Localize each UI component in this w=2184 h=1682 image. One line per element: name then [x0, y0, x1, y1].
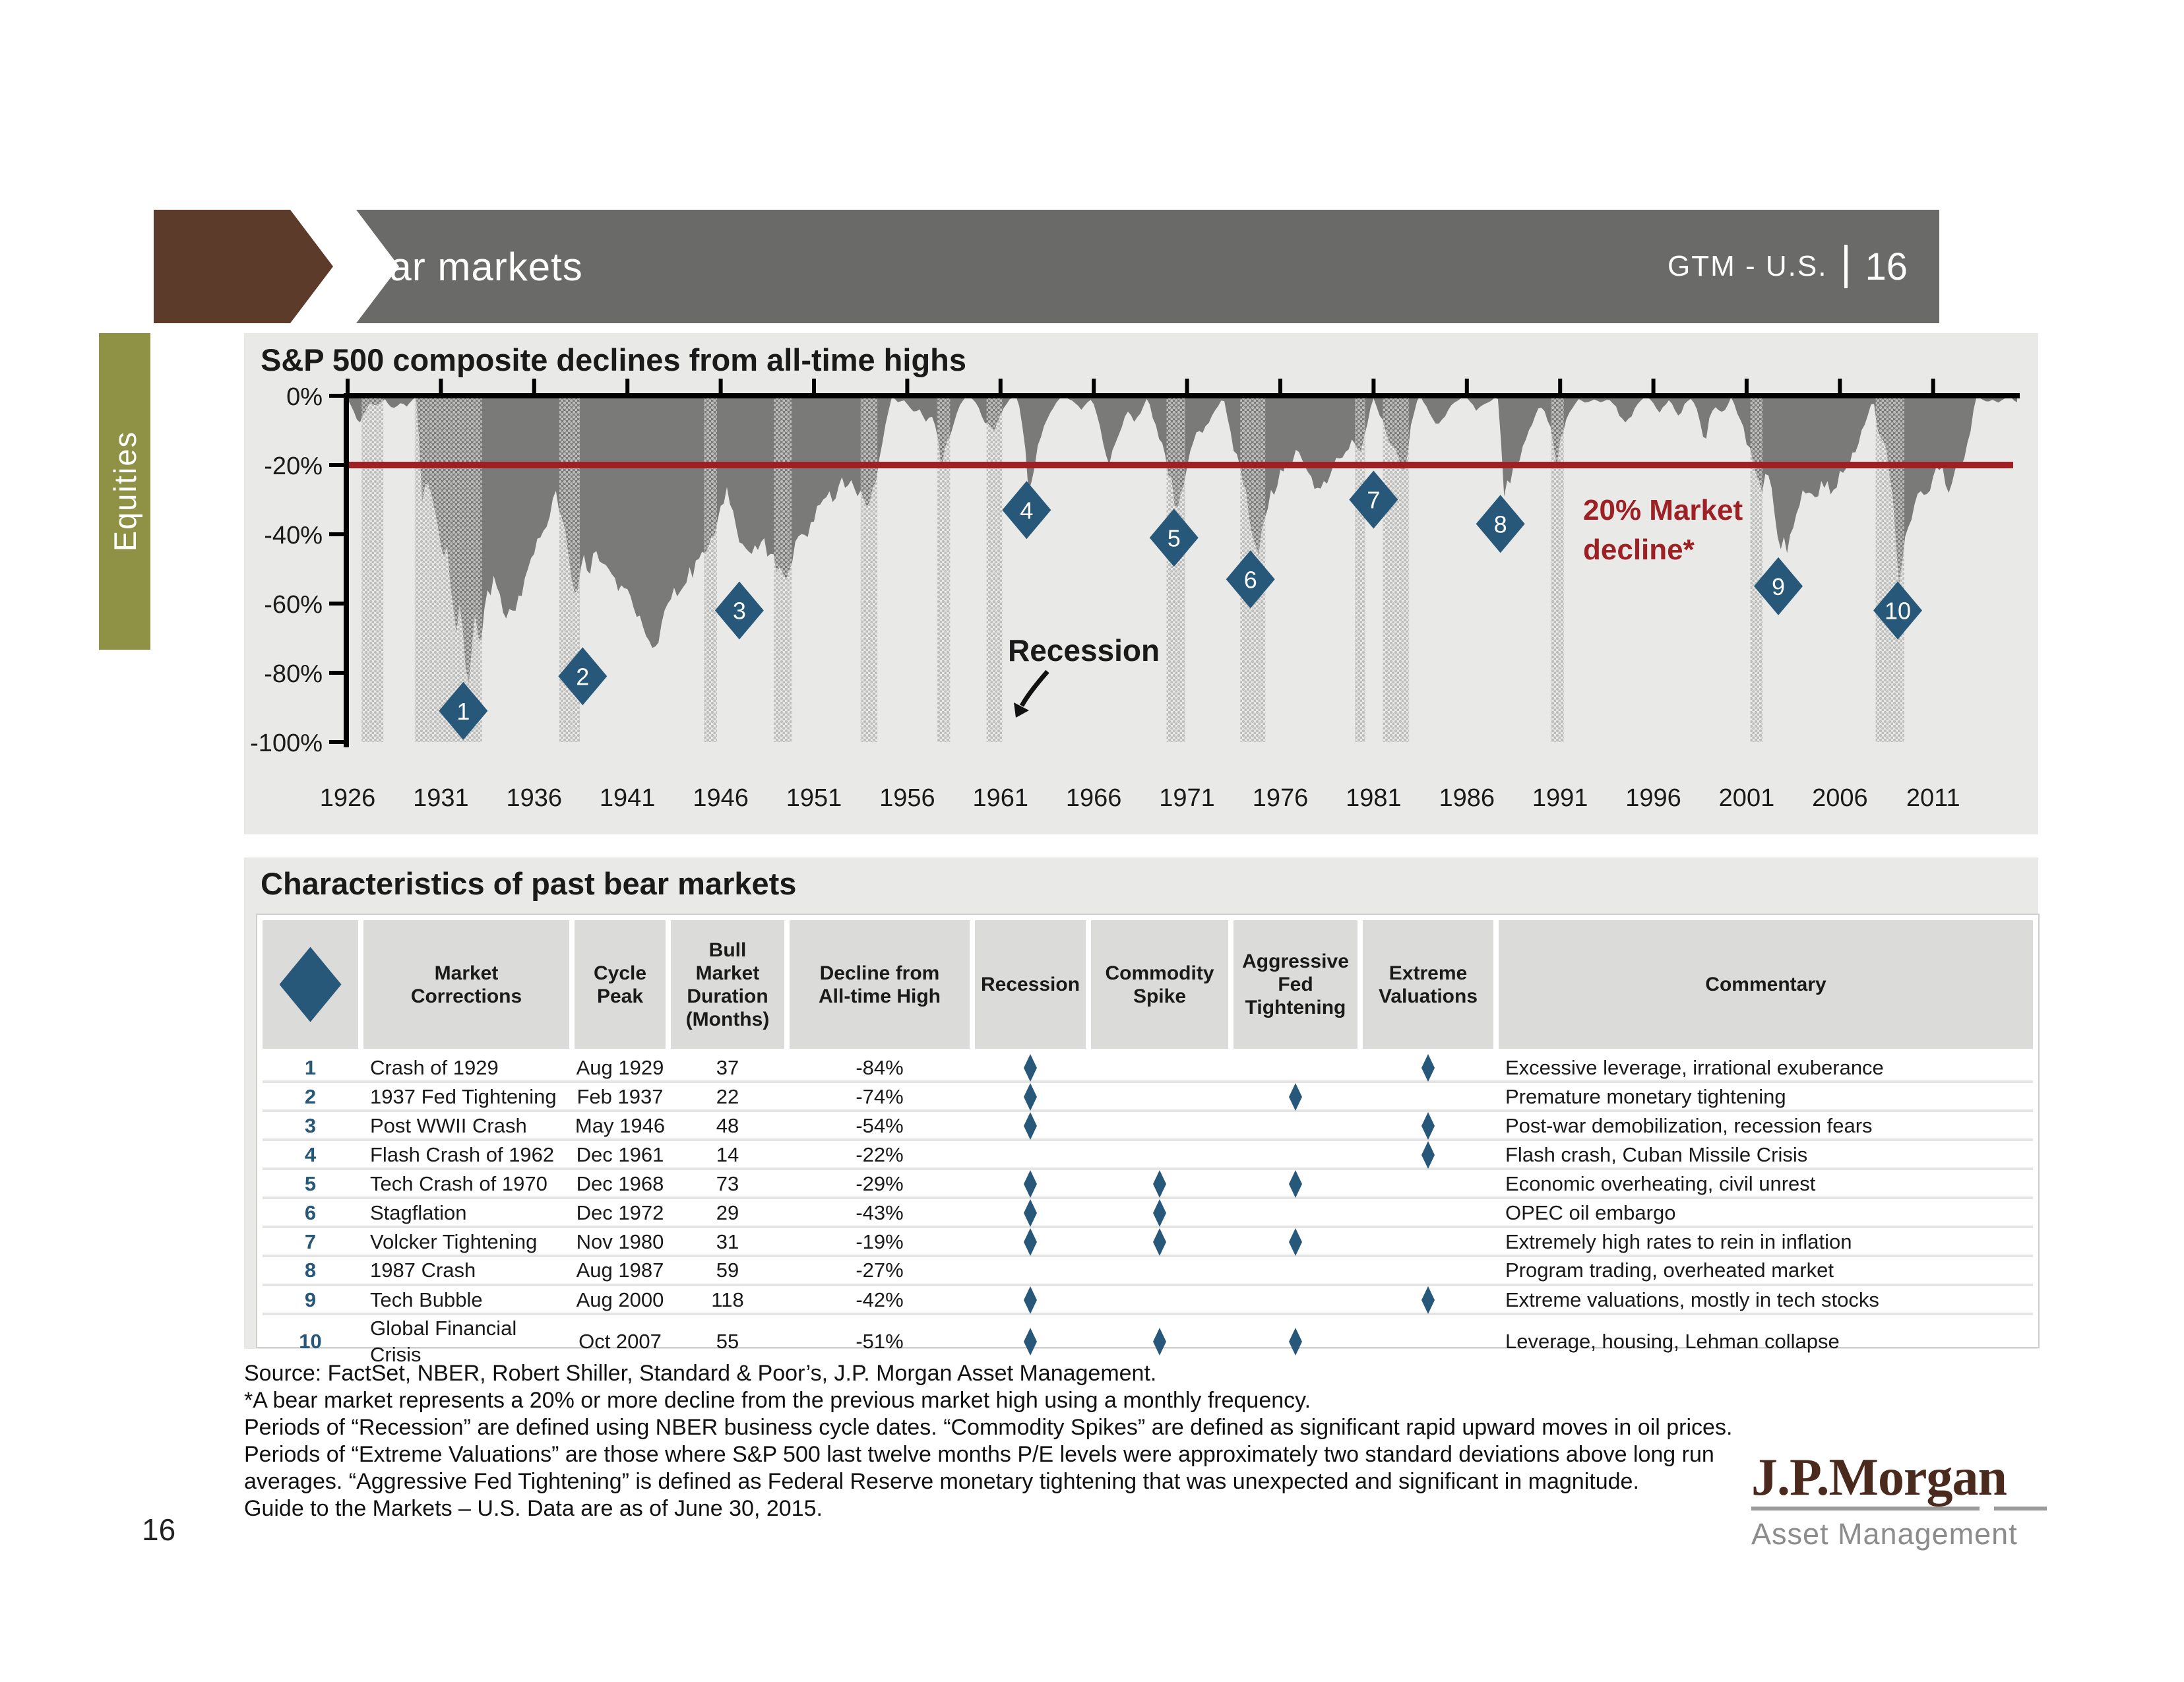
logo-subtitle: Asset Management: [1751, 1517, 2018, 1551]
y-tick: [329, 602, 344, 606]
fed-tightening-flag: [1233, 1199, 1357, 1227]
recession-annotation: Recession: [1008, 633, 1160, 668]
table-row: [263, 1112, 2033, 1138]
recession-band: [1551, 396, 1564, 742]
market-correction-name: Global Financial Crisis: [370, 1317, 517, 1366]
x-tick: [1092, 379, 1096, 393]
footnote-line: Guide to the Markets – U.S. Data are as of June 30, 2015.: [244, 1496, 823, 1521]
y-axis-label: -100%: [250, 730, 323, 757]
x-tick: [1558, 379, 1562, 393]
x-tick: [1185, 379, 1189, 393]
bull-market-duration: 73: [716, 1172, 739, 1195]
threshold-label-line2: decline*: [1583, 534, 1695, 566]
bull-market-duration: 37: [716, 1056, 739, 1079]
decline-value: -54%: [856, 1114, 904, 1137]
diamond-icon: [1289, 1170, 1302, 1198]
marker-number: 2: [576, 663, 590, 691]
commodity-spike-flag: [1091, 1083, 1228, 1111]
x-axis-label: 1961: [972, 784, 1029, 812]
fed-tightening-flag: [1233, 1083, 1357, 1111]
commentary: Premature monetary tightening: [1505, 1085, 1786, 1108]
decline-value: -51%: [856, 1330, 904, 1353]
bull-market-duration: 31: [716, 1230, 739, 1253]
commentary: Program trading, overheated market: [1505, 1259, 1834, 1282]
x-axis-label: 1946: [693, 784, 749, 812]
x-tick: [1931, 379, 1935, 393]
fed-tightening-flag: [1233, 1170, 1357, 1198]
diamond-icon: [1153, 1170, 1166, 1198]
diamond-icon: [1024, 1170, 1037, 1198]
commentary: OPEC oil embargo: [1505, 1201, 1676, 1224]
decline-value: -43%: [856, 1201, 904, 1224]
footnote-line: Source: FactSet, NBER, Robert Shiller, Standard & Poor’s, J.P. Morgan Asset Management.: [244, 1361, 1157, 1386]
x-axis-label: 1976: [1252, 784, 1309, 812]
recession-flag: [975, 1054, 1086, 1082]
diamond-icon: [1289, 1083, 1302, 1111]
recession-flag: [975, 1112, 1086, 1140]
recession-band: [1751, 396, 1763, 742]
market-correction-name: 1937 Fed Tightening: [370, 1085, 557, 1108]
table-row: [263, 1083, 2033, 1109]
extreme-valuations-flag: [1363, 1199, 1493, 1227]
marker-number: 3: [732, 597, 746, 625]
diamond-icon: [1421, 1286, 1435, 1314]
table-header-marker: [263, 920, 358, 1049]
diamond-icon: [1289, 1228, 1302, 1256]
col-recession: Recession: [975, 920, 1086, 1049]
fed-tightening-flag: [1233, 1257, 1357, 1284]
row-number: 10: [299, 1330, 322, 1353]
y-axis: [344, 393, 349, 747]
recession-band: [361, 396, 383, 742]
diamond-icon: [1024, 1286, 1037, 1314]
recession-flag: [975, 1286, 1086, 1314]
cycle-peak: Feb 1937: [577, 1085, 664, 1108]
recession-band: [1167, 396, 1185, 742]
col-commodity-spike: Commodity Spike: [1091, 920, 1228, 1049]
x-tick: [625, 379, 629, 393]
commodity-spike-flag: [1091, 1054, 1228, 1082]
recession-flag: [975, 1228, 1086, 1256]
market-correction-name: Tech Crash of 1970: [370, 1172, 547, 1195]
y-axis-label: -80%: [264, 660, 323, 688]
commodity-spike-flag: [1091, 1112, 1228, 1140]
header-chevron-icon: [154, 210, 333, 323]
recession-band: [937, 396, 951, 742]
footnote-line: *A bear market represents a 20% or more decline from the previous market high using a monthly frequency.: [244, 1388, 1311, 1413]
cycle-peak: Nov 1980: [576, 1230, 664, 1253]
market-correction-name: 1987 Crash: [370, 1259, 476, 1282]
table-body: [263, 1054, 2033, 1366]
x-axis-label: 1996: [1625, 784, 1681, 812]
bull-market-duration: 118: [711, 1288, 744, 1311]
extreme-valuations-flag: [1363, 1257, 1493, 1284]
x-axis-label: 1941: [599, 784, 656, 812]
diamond-icon: [1024, 1054, 1037, 1082]
drawdown-chart: [244, 333, 2038, 834]
recession-band: [1383, 396, 1410, 742]
recession-flag: [975, 1257, 1086, 1284]
x-axis-label: 1926: [319, 784, 376, 812]
commentary: Post-war demobilization, recession fears: [1505, 1114, 1873, 1137]
marker-number: 9: [1772, 573, 1786, 600]
diamond-icon: [1153, 1328, 1166, 1355]
col-commentary: Commentary: [1499, 920, 2033, 1049]
col-bull-market-duration: Bull Market Duration (Months): [671, 920, 784, 1049]
fed-tightening-flag: [1233, 1054, 1357, 1082]
x-axis-label: 2011: [1906, 784, 1960, 812]
sidebar-tab-label: Equities: [107, 431, 142, 552]
gtm-label: GTM - U.S.: [1668, 250, 1828, 282]
extreme-valuations-flag: [1363, 1170, 1493, 1198]
col-decline: Decline from All-time High: [790, 920, 970, 1049]
table-title: Characteristics of past bear markets: [261, 866, 797, 901]
diamond-icon: [1024, 1112, 1037, 1140]
decline-value: -27%: [856, 1259, 904, 1282]
x-axis-top: [344, 393, 2020, 398]
gtm-divider: [1844, 245, 1848, 288]
x-axis-label: 1981: [1346, 784, 1402, 812]
diamond-icon: [1153, 1199, 1166, 1227]
cycle-peak: Dec 1972: [576, 1201, 664, 1224]
diamond-icon: [1024, 1083, 1037, 1111]
x-tick: [999, 379, 1003, 393]
market-correction-name: Volcker Tightening: [370, 1230, 538, 1253]
table-row: [263, 1054, 2033, 1080]
x-tick: [905, 379, 909, 393]
footnote-line: Periods of “Recession” are defined using NBER business cycle dates. “Commodity Spikes” are defined as significant rapid upward moves in oil prices.: [244, 1415, 1733, 1440]
col-extreme-valuations: Extreme Valuations: [1363, 920, 1493, 1049]
cycle-peak: Dec 1961: [576, 1143, 664, 1166]
recession-flag: [975, 1199, 1086, 1227]
table-row: [263, 1228, 2033, 1255]
x-axis-label: 1986: [1439, 784, 1495, 812]
fed-tightening-flag: [1233, 1228, 1357, 1256]
marker-number: 8: [1493, 511, 1507, 538]
col-cycle-peak: Cycle Peak: [575, 920, 666, 1049]
x-tick: [719, 379, 723, 393]
decline-value: -22%: [856, 1143, 904, 1166]
commodity-spike-flag: [1091, 1199, 1228, 1227]
legend-diamond-icon: [280, 947, 342, 1022]
footnote-line: Periods of “Extreme Valuations” are those where S&P 500 last twelve months P/E levels were approximately two standard deviations above long run: [244, 1442, 1714, 1467]
x-tick: [1465, 379, 1469, 393]
x-axis-label: 1991: [1532, 784, 1588, 812]
x-tick: [1652, 379, 1656, 393]
page-number: 16: [142, 1512, 176, 1547]
x-axis-label: 2006: [1812, 784, 1868, 812]
extreme-valuations-flag: [1363, 1083, 1493, 1111]
x-tick: [812, 379, 816, 393]
x-tick: [1278, 379, 1282, 393]
recession-arrow: [1022, 671, 1047, 706]
commodity-spike-flag: [1091, 1257, 1228, 1284]
commentary: Flash crash, Cuban Missile Crisis: [1505, 1143, 1808, 1166]
market-correction-name: Flash Crash of 1962: [370, 1143, 555, 1166]
fed-tightening-flag: [1233, 1112, 1357, 1140]
bull-market-duration: 29: [716, 1201, 739, 1224]
market-correction-name: Post WWII Crash: [370, 1114, 527, 1137]
diamond-icon: [1421, 1112, 1435, 1140]
cycle-peak: Aug 2000: [576, 1288, 664, 1311]
extreme-valuations-flag: [1363, 1054, 1493, 1082]
commodity-spike-flag: [1091, 1170, 1228, 1198]
market-correction-name: Stagflation: [370, 1201, 467, 1224]
recession-band: [1355, 396, 1365, 742]
cycle-peak: Aug 1987: [576, 1259, 664, 1282]
recession-flag: [975, 1170, 1086, 1198]
marker-number: 10: [1884, 597, 1912, 625]
x-tick: [1745, 379, 1749, 393]
table-row: [263, 1170, 2033, 1197]
footnote-line: averages. “Aggressive Fed Tightening” is defined as Federal Reserve monetary tightening that was unexpected and significant in magnitude.: [244, 1469, 1639, 1494]
decline-value: -19%: [856, 1230, 904, 1253]
row-number: 1: [304, 1056, 317, 1079]
footnotes: [244, 1360, 1732, 1522]
jpmorgan-wordmark: J.P.Morgan: [1751, 1448, 2007, 1507]
table-row: [263, 1257, 2033, 1284]
cycle-peak: May 1946: [575, 1114, 666, 1137]
diamond-icon: [1153, 1228, 1166, 1256]
x-axis-label: 1966: [1065, 784, 1122, 812]
recession-band: [704, 396, 717, 742]
x-tick: [1838, 379, 1842, 393]
recession-band: [987, 396, 1003, 742]
row-number: 8: [304, 1259, 317, 1282]
y-tick: [329, 671, 344, 675]
extreme-valuations-flag: [1363, 1286, 1493, 1314]
market-correction-name: Tech Bubble: [370, 1288, 483, 1311]
row-number: 2: [304, 1085, 317, 1108]
decline-value: -74%: [856, 1085, 904, 1108]
bull-market-duration: 48: [716, 1114, 739, 1137]
bull-market-duration: 59: [716, 1259, 739, 1282]
y-axis-label: 0%: [286, 383, 323, 411]
marker-number: 6: [1243, 566, 1257, 594]
x-axis-label: 2001: [1718, 784, 1775, 812]
diamond-icon: [1289, 1328, 1302, 1355]
decline-value: -42%: [856, 1288, 904, 1311]
diamond-icon: [1421, 1054, 1435, 1082]
diamond-icon: [1421, 1141, 1435, 1169]
extreme-valuations-flag: [1363, 1112, 1493, 1140]
col-aggressive-fed: Aggressive Fed Tightening: [1233, 920, 1357, 1049]
diamond-icon: [1024, 1199, 1037, 1227]
jpmorgan-logo: [1751, 1450, 2049, 1551]
commentary: Economic overheating, civil unrest: [1505, 1172, 1816, 1195]
fed-tightening-flag: [1233, 1141, 1357, 1169]
y-tick: [329, 394, 344, 398]
bull-market-duration: 55: [716, 1330, 739, 1353]
marker-number: 1: [456, 697, 470, 725]
row-number: 7: [304, 1230, 317, 1253]
x-axis-label: 1951: [786, 784, 842, 812]
cycle-peak: Aug 1929: [576, 1056, 664, 1079]
extreme-valuations-flag: [1363, 1228, 1493, 1256]
marker-number: 7: [1367, 486, 1381, 514]
marker-number: 4: [1020, 497, 1034, 524]
cycle-peak: Oct 2007: [578, 1330, 662, 1353]
characteristics-table: [256, 914, 2040, 1366]
x-axis-label: 1936: [506, 784, 563, 812]
diamond-icon: [1024, 1228, 1037, 1256]
x-tick: [532, 379, 536, 393]
commentary: Leverage, housing, Lehman collapse: [1505, 1330, 1840, 1353]
extreme-valuations-flag: [1363, 1141, 1493, 1169]
threshold-line: [348, 462, 2013, 468]
x-axis-label: 1931: [413, 784, 469, 812]
row-number: 5: [304, 1172, 317, 1195]
decline-value: -29%: [856, 1172, 904, 1195]
y-axis-label: -60%: [264, 591, 323, 619]
logo-rule: [1751, 1507, 2049, 1511]
table-row: [263, 1286, 2033, 1313]
slide-title: Bear markets: [340, 244, 583, 289]
table-row: [263, 1315, 2033, 1366]
marker-number: 5: [1167, 524, 1181, 552]
y-axis-label: -40%: [264, 522, 323, 549]
recession-flag: [975, 1141, 1086, 1169]
commentary: Excessive leverage, irrational exuberance: [1505, 1056, 1884, 1079]
y-tick: [329, 740, 344, 744]
diamond-icon: [1024, 1328, 1037, 1355]
col-market-corrections: Market Corrections: [363, 920, 569, 1049]
commodity-spike-flag: [1091, 1141, 1228, 1169]
row-number: 3: [304, 1114, 317, 1137]
recession-flag: [975, 1083, 1086, 1111]
y-axis-label: -20%: [264, 452, 323, 480]
recession-band: [1876, 396, 1904, 742]
x-axis-label: 1971: [1159, 784, 1215, 812]
row-number: 9: [304, 1288, 317, 1311]
table-header-row: [263, 920, 2033, 1049]
gtm-page-number: 16: [1865, 245, 1908, 288]
bull-market-duration: 22: [716, 1085, 739, 1108]
x-tick: [439, 379, 443, 393]
recession-band: [415, 396, 482, 742]
x-tick: [1371, 379, 1375, 393]
market-correction-name: Crash of 1929: [370, 1056, 499, 1079]
row-number: 4: [304, 1143, 317, 1166]
table-row: [263, 1199, 2033, 1226]
fed-tightening-flag: [1233, 1286, 1357, 1314]
y-tick: [329, 463, 344, 467]
y-tick: [329, 532, 344, 536]
cycle-peak: Dec 1968: [576, 1172, 664, 1195]
table-row: [263, 1141, 2033, 1168]
x-tick: [346, 379, 350, 393]
sidebar-tab-equities[interactable]: [99, 333, 150, 650]
recession-band: [861, 396, 878, 742]
gtm-badge: [1636, 210, 1926, 323]
bull-market-duration: 14: [716, 1143, 739, 1166]
commodity-spike-flag: [1091, 1286, 1228, 1314]
commentary: Extreme valuations, mostly in tech stocks: [1505, 1288, 1879, 1311]
recession-band: [774, 396, 792, 742]
chart-title: S&P 500 composite declines from all-time highs: [261, 342, 967, 377]
x-axis-label: 1956: [879, 784, 935, 812]
commodity-spike-flag: [1091, 1228, 1228, 1256]
threshold-label-line1: 20% Market: [1583, 494, 1743, 526]
decline-value: -84%: [856, 1056, 904, 1079]
row-number: 6: [304, 1201, 317, 1224]
commentary: Extremely high rates to rein in inflation: [1505, 1230, 1852, 1253]
